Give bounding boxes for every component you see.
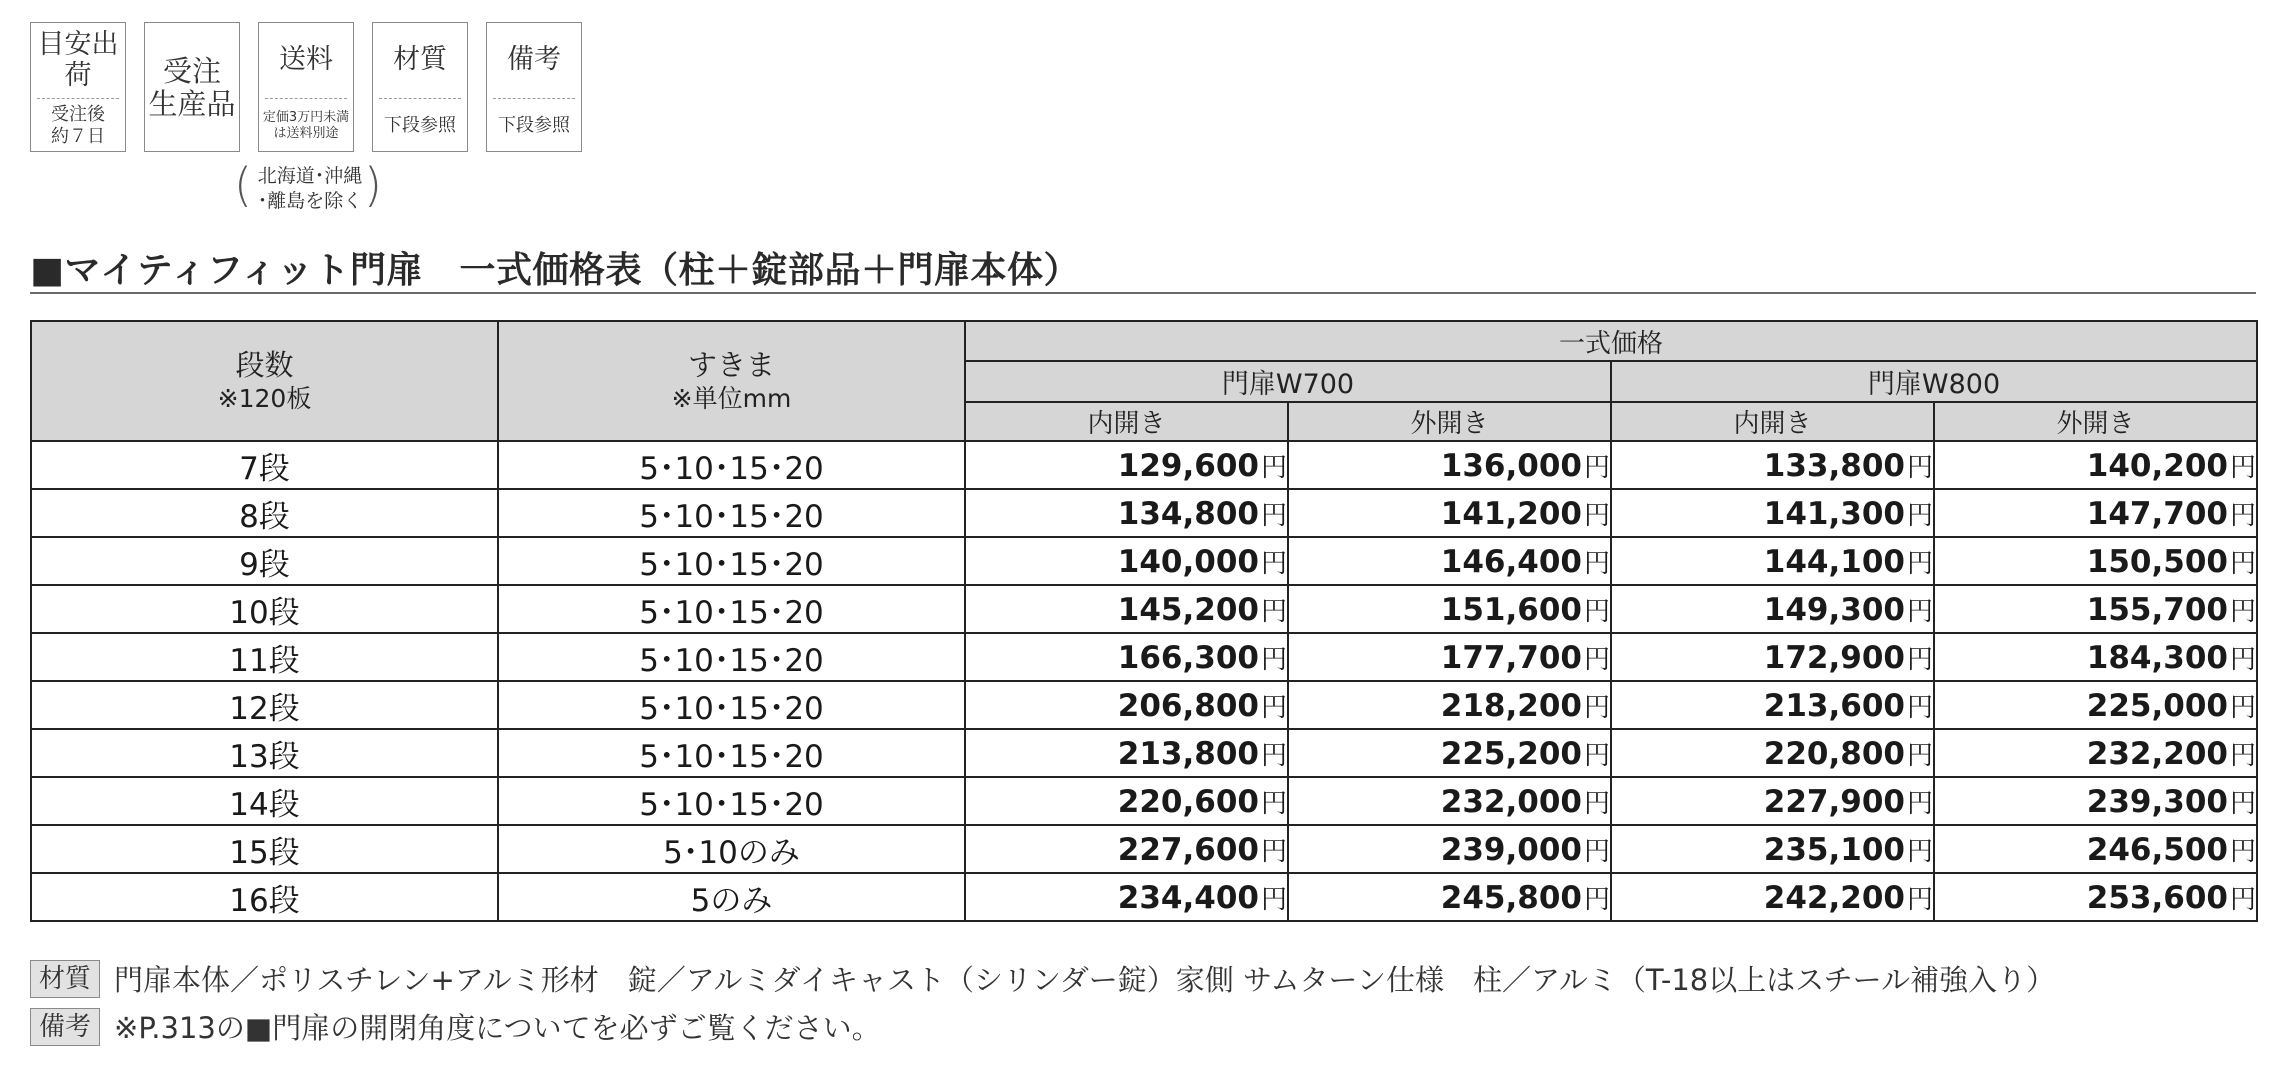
- yen-unit: 円: [1906, 692, 1933, 723]
- yen-unit: 円: [1583, 452, 1610, 483]
- price-w800-inner: [1611, 681, 1934, 729]
- yen-unit: 円: [1260, 452, 1287, 483]
- price-value: 235,100: [1763, 831, 1905, 868]
- yen-unit: 円: [1583, 596, 1610, 627]
- yen-unit: 円: [1906, 452, 1933, 483]
- price-w800-inner: [1611, 585, 1934, 633]
- price-w700-inner: [965, 585, 1288, 633]
- price-value: 245,800: [1440, 879, 1582, 916]
- steps-cell: 16段: [31, 873, 498, 921]
- paren-right: ): [364, 158, 382, 212]
- price-value: 253,600: [2086, 879, 2228, 916]
- gap-cell: 5･10･15･20: [498, 681, 965, 729]
- steps-cell: 12段: [31, 681, 498, 729]
- price-w700-inner: [965, 729, 1288, 777]
- header-steps-sub: ※120板: [217, 384, 312, 413]
- price-value: 242,200: [1763, 879, 1905, 916]
- material-text: 門扉本体／ポリスチレン+アルミ形材 錠／アルミダイキャスト（シリンダー錠）家側 サムターン仕様 柱／アルミ（T-18以上はスチール補強入り）: [114, 963, 2056, 997]
- price-value: 220,800: [1763, 735, 1905, 772]
- price-value: 147,700: [2086, 495, 2228, 532]
- yen-unit: 円: [2230, 500, 2257, 531]
- header-w700: 門扉W700: [965, 361, 1611, 402]
- table-row: [31, 873, 2257, 921]
- price-w800-outer: [1934, 777, 2257, 825]
- steps-cell: 15段: [31, 825, 498, 873]
- yen-unit: 円: [1260, 644, 1287, 675]
- price-value: 213,600: [1763, 687, 1905, 724]
- price-w800-outer: [1934, 681, 2257, 729]
- yen-unit: 円: [1583, 692, 1610, 723]
- header-gap: [498, 321, 965, 441]
- badge-divider: [493, 98, 575, 99]
- price-value: 151,600: [1440, 591, 1582, 628]
- yen-unit: 円: [1906, 596, 1933, 627]
- steps-cell: 8段: [31, 489, 498, 537]
- material-tag: 材質: [30, 960, 100, 998]
- price-w700-inner: [965, 777, 1288, 825]
- table-row: [31, 825, 2257, 873]
- price-w700-outer: [1288, 729, 1611, 777]
- price-w800-inner: [1611, 825, 1934, 873]
- steps-cell: 14段: [31, 777, 498, 825]
- yen-unit: 円: [1260, 740, 1287, 771]
- price-value: 146,400: [1440, 543, 1582, 580]
- header-steps: [31, 321, 498, 441]
- badge-remarks-label: 備考: [507, 44, 561, 76]
- price-value: 206,800: [1117, 687, 1259, 724]
- price-value: 141,200: [1440, 495, 1582, 532]
- yen-unit: 円: [1906, 644, 1933, 675]
- yen-unit: 円: [1260, 548, 1287, 579]
- yen-unit: 円: [1260, 884, 1287, 915]
- header-gap-sub: ※単位mm: [671, 384, 792, 413]
- badge-divider: [379, 98, 461, 99]
- price-w700-outer: [1288, 537, 1611, 585]
- price-w800-inner: [1611, 537, 1934, 585]
- price-w700-inner: [965, 633, 1288, 681]
- price-value: 239,000: [1440, 831, 1582, 868]
- header-w700-inner: 内開き: [965, 402, 1288, 441]
- price-w700-outer: [1288, 585, 1611, 633]
- remarks-tag: 備考: [30, 1008, 100, 1046]
- yen-unit: 円: [1906, 836, 1933, 867]
- yen-unit: 円: [1583, 836, 1610, 867]
- price-value: 133,800: [1763, 447, 1905, 484]
- remarks-line: [30, 1006, 881, 1047]
- steps-cell: 10段: [31, 585, 498, 633]
- header-w800-outer: 外開き: [1934, 402, 2257, 441]
- yen-unit: 円: [1583, 884, 1610, 915]
- price-value: 225,000: [2086, 687, 2228, 724]
- table-row: [31, 441, 2257, 489]
- yen-unit: 円: [1906, 500, 1933, 531]
- price-value: 144,100: [1763, 543, 1905, 580]
- price-value: 225,200: [1440, 735, 1582, 772]
- price-value: 246,500: [2086, 831, 2228, 868]
- badge-shipping-fee-label: 送料: [279, 44, 333, 76]
- price-value: 141,300: [1763, 495, 1905, 532]
- price-w800-inner: [1611, 441, 1934, 489]
- badge-material-value: 下段参照: [384, 114, 456, 136]
- material-line: [30, 958, 2055, 999]
- price-value: 172,900: [1763, 639, 1905, 676]
- remarks-text: ※P.313の■門扉の開閉角度についてを必ずご覧ください。: [114, 1011, 881, 1045]
- price-w700-outer: [1288, 489, 1611, 537]
- gap-cell: 5･10･15･20: [498, 489, 965, 537]
- badge-shipping: [30, 22, 126, 152]
- price-w800-outer: [1934, 441, 2257, 489]
- yen-unit: 円: [2230, 692, 2257, 723]
- price-rows: [31, 441, 2257, 921]
- header-steps-label: 段数: [235, 348, 294, 382]
- price-value: 232,200: [2086, 735, 2228, 772]
- badge-remarks: [486, 22, 582, 152]
- price-w800-outer: [1934, 633, 2257, 681]
- badge-material: [372, 22, 468, 152]
- table-row: [31, 729, 2257, 777]
- yen-unit: 円: [1260, 500, 1287, 531]
- price-w800-outer: [1934, 873, 2257, 921]
- badge-remarks-value: 下段参照: [498, 114, 570, 136]
- yen-unit: 円: [1260, 836, 1287, 867]
- price-table: [30, 320, 2258, 922]
- shipping-note-text: 北海道･沖縄 ･離島を除く: [257, 165, 363, 212]
- badge-shipping-label: 目安出荷: [37, 28, 119, 91]
- yen-unit: 円: [1583, 548, 1610, 579]
- badge-made-to-order-label: 受注 生産品: [148, 53, 236, 121]
- price-value: 166,300: [1117, 639, 1259, 676]
- table-row: [31, 777, 2257, 825]
- yen-unit: 円: [1583, 788, 1610, 819]
- price-w700-inner: [965, 825, 1288, 873]
- page-title: ■マイティフィット門扉 一式価格表（柱＋錠部品＋門扉本体）: [30, 250, 1081, 291]
- price-value: 213,800: [1117, 735, 1259, 772]
- yen-unit: 円: [2230, 836, 2257, 867]
- badge-material-label: 材質: [393, 44, 447, 76]
- price-w800-outer: [1934, 729, 2257, 777]
- price-w700-outer: [1288, 777, 1611, 825]
- price-value: 136,000: [1440, 447, 1582, 484]
- price-value: 140,000: [1117, 543, 1259, 580]
- gap-cell: 5･10･15･20: [498, 777, 965, 825]
- price-value: 239,300: [2086, 783, 2228, 820]
- yen-unit: 円: [1583, 500, 1610, 531]
- yen-unit: 円: [2230, 644, 2257, 675]
- yen-unit: 円: [1583, 740, 1610, 771]
- price-value: 184,300: [2086, 639, 2228, 676]
- yen-unit: 円: [1260, 692, 1287, 723]
- header-w700-outer: 外開き: [1288, 402, 1611, 441]
- gap-cell: 5･10･15･20: [498, 633, 965, 681]
- yen-unit: 円: [2230, 788, 2257, 819]
- title-underline: [30, 292, 2256, 294]
- badge-shipping-fee: [258, 22, 354, 152]
- price-value: 134,800: [1117, 495, 1259, 532]
- header-w800-inner: 内開き: [1611, 402, 1934, 441]
- price-w700-inner: [965, 441, 1288, 489]
- price-value: 218,200: [1440, 687, 1582, 724]
- table-row: [31, 633, 2257, 681]
- steps-cell: 13段: [31, 729, 498, 777]
- gap-cell: 5･10･15･20: [498, 537, 965, 585]
- yen-unit: 円: [1906, 740, 1933, 771]
- yen-unit: 円: [2230, 548, 2257, 579]
- yen-unit: 円: [1906, 884, 1933, 915]
- gap-cell: 5･10･15･20: [498, 729, 965, 777]
- price-value: 149,300: [1763, 591, 1905, 628]
- price-w800-inner: [1611, 777, 1934, 825]
- header-gap-label: すきま: [687, 348, 775, 382]
- header-set-price: 一式価格: [965, 321, 2257, 361]
- yen-unit: 円: [1260, 596, 1287, 627]
- shipping-note: [234, 158, 382, 214]
- price-value: 232,000: [1440, 783, 1582, 820]
- yen-unit: 円: [2230, 452, 2257, 483]
- price-w800-outer: [1934, 585, 2257, 633]
- steps-cell: 11段: [31, 633, 498, 681]
- badge-divider: [37, 98, 119, 99]
- price-w800-inner: [1611, 489, 1934, 537]
- price-value: 140,200: [2086, 447, 2228, 484]
- steps-cell: 9段: [31, 537, 498, 585]
- price-w700-outer: [1288, 873, 1611, 921]
- yen-unit: 円: [2230, 596, 2257, 627]
- yen-unit: 円: [1583, 644, 1610, 675]
- gap-cell: 5･10･15･20: [498, 585, 965, 633]
- price-w800-outer: [1934, 825, 2257, 873]
- price-w700-outer: [1288, 825, 1611, 873]
- gap-cell: 5･10のみ: [498, 825, 965, 873]
- header-w800: 門扉W800: [1611, 361, 2257, 402]
- table-row: [31, 585, 2257, 633]
- price-w700-outer: [1288, 681, 1611, 729]
- yen-unit: 円: [2230, 740, 2257, 771]
- price-w700-outer: [1288, 441, 1611, 489]
- price-w700-inner: [965, 537, 1288, 585]
- price-w800-outer: [1934, 489, 2257, 537]
- yen-unit: 円: [1906, 548, 1933, 579]
- badge-shipping-value: 受注後 約７日: [51, 103, 105, 147]
- price-value: 150,500: [2086, 543, 2228, 580]
- yen-unit: 円: [2230, 884, 2257, 915]
- price-value: 227,900: [1763, 783, 1905, 820]
- yen-unit: 円: [1906, 788, 1933, 819]
- price-w800-outer: [1934, 537, 2257, 585]
- price-value: 177,700: [1440, 639, 1582, 676]
- price-w700-inner: [965, 489, 1288, 537]
- price-w700-inner: [965, 873, 1288, 921]
- price-value: 227,600: [1117, 831, 1259, 868]
- yen-unit: 円: [1260, 788, 1287, 819]
- table-row: [31, 681, 2257, 729]
- gap-cell: 5･10･15･20: [498, 441, 965, 489]
- table-row: [31, 537, 2257, 585]
- paren-left: (: [234, 158, 252, 212]
- price-w800-inner: [1611, 873, 1934, 921]
- badge-shipping-fee-value: 定価3万円未満 は送料別途: [262, 109, 350, 141]
- table-row: [31, 489, 2257, 537]
- price-w700-inner: [965, 681, 1288, 729]
- price-value: 220,600: [1117, 783, 1259, 820]
- badge-made-to-order: [144, 22, 240, 152]
- steps-cell: 7段: [31, 441, 498, 489]
- price-value: 234,400: [1117, 879, 1259, 916]
- price-value: 155,700: [2086, 591, 2228, 628]
- price-w800-inner: [1611, 633, 1934, 681]
- price-w800-inner: [1611, 729, 1934, 777]
- price-value: 129,600: [1117, 447, 1259, 484]
- price-value: 145,200: [1117, 591, 1259, 628]
- price-w700-outer: [1288, 633, 1611, 681]
- gap-cell: 5のみ: [498, 873, 965, 921]
- badge-divider: [265, 98, 347, 99]
